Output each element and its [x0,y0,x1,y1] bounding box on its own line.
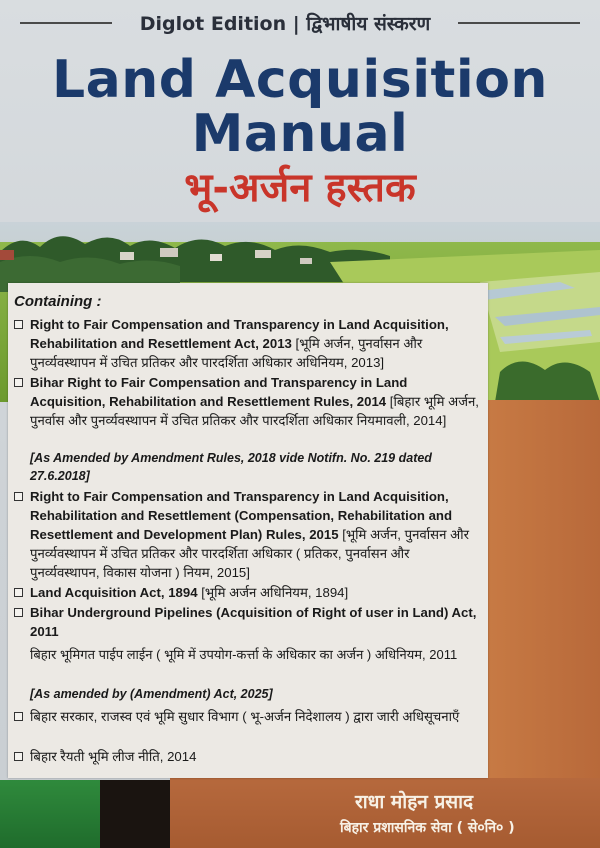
item-hindi: [भूमि अर्जन, पुनर्वासन और पुनर्व्यवस्थापन में उचित प्रतिकर और पारदर्शिता अधिकार ( प्रतिकर, पुनर्वासन और पुनर्व्यवस्थापन, विकास योजना ) नियम, 2015] [30,527,469,580]
item-hindi: बिहार सरकार, राजस्व एवं भूमि सुधार विभाग ( भू-अर्जन निदेशालय ) द्वारा जारी अधिसूचनाएँ [30,709,460,724]
item-title: Right to Fair Compensation and Transparency in Land Acquisition, Rehabilitation and Resettlement (Compensation, Rehabilitation and Resettlement and Development Plan) Rules, 2015 [30,489,453,542]
bullet-icon [14,378,23,387]
green-strip [0,780,100,848]
dark-strip [100,780,170,848]
title-line-1: Land Acquisition [52,50,548,110]
rule-right [458,22,580,24]
item-hindi: [बिहार भूमि अर्जन, पुनर्वास और पुनर्व्यवस्थापन में उचित प्रतिकर और पारदर्शिता अधिकार नियमावली, 2014] [30,394,479,428]
item-hindi: बिहार रैयती भूमि लीज नीति, 2014 [30,749,197,764]
author-name: राधा मोहन प्रसाद [355,791,474,813]
title-line-2: Manual [191,104,409,164]
bullet-icon [14,320,23,329]
amendment-note-1: [As Amended by Amendment Rules, 2018 vide Notifn. No. 219 dated 27.6.2018] [30,451,432,483]
edition-row [0,10,600,36]
item-hindi: [भूमि अर्जन अधिनियम, 1894] [197,585,349,600]
author-service: बिहार प्रशासनिक सेवा ( से०नि० ) [340,820,515,836]
contents-item-5 [30,603,480,641]
item-title: Bihar Right to Fair Compensation and Transparency in Land Acquisition, Rehabilitation and Resettlement Rules, 2014 [30,375,408,409]
item-hindi: [भूमि अर्जन, पुनर्वासन और पुनर्व्यवस्थापन में उचित प्रतिकर और पारदर्शिता अधिकार अधिनियम, 2013] [30,336,423,370]
bullet-icon [14,588,23,597]
bullet-icon [14,608,23,617]
edition-label: Diglot Edition | द्विभाषीय संस्करण [139,13,431,35]
amendment-note-2: [As amended by (Amendment) Act, 2025] [30,687,273,701]
item-title: Land Acquisition Act, 1894 [30,585,198,600]
bullet-icon [14,752,23,761]
contents-item-3 [30,487,480,582]
contents-item-7 [30,747,480,766]
bullet-icon [14,492,23,501]
contents-heading: Containing : [14,293,102,310]
contents-panel [8,283,488,778]
hindi-title: भू-अर्जन हस्तक [184,165,416,211]
item-title: Right to Fair Compensation and Transparency in Land Acquisition, Rehabilitation and Resettlement Act, 2013 [30,317,449,351]
item-title: Bihar Underground Pipelines (Acquisition of Right of user in Land) Act, 2011 [30,605,477,639]
contents-item-6 [30,707,480,726]
pipeline-hindi: बिहार भूमिगत पाईप लाईन ( भूमि में उपयोग-कर्त्ता के अधिकार का अर्जन ) अधिनियम, 2011 [30,647,458,662]
contents-item-2 [30,373,480,430]
contents-item-4 [30,583,480,602]
bullet-icon [14,712,23,721]
rule-left [20,22,112,24]
contents-item-1 [30,315,480,372]
